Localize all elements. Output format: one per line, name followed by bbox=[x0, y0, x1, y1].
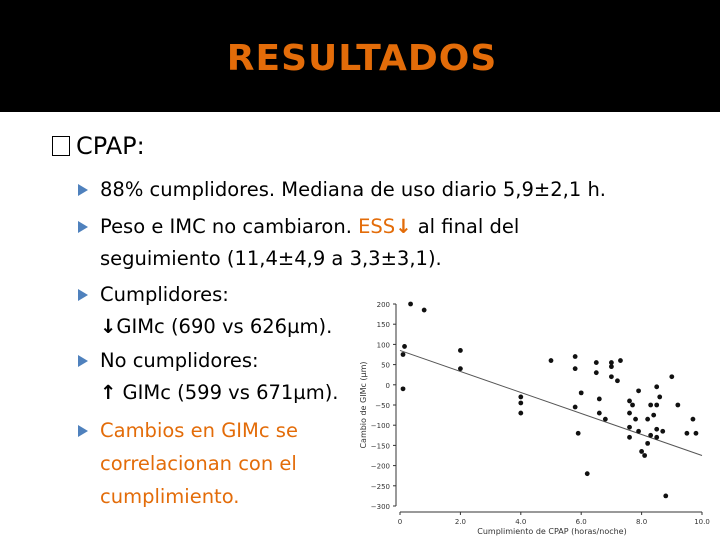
slide-title: RESULTADOS bbox=[226, 38, 498, 79]
data-point bbox=[645, 441, 650, 446]
bullet-triangle-icon bbox=[78, 221, 88, 233]
arrow-down-icon: ↓ bbox=[100, 315, 117, 338]
data-point bbox=[657, 395, 662, 400]
y-tick-label: −200 bbox=[370, 462, 390, 471]
bullet-3: Cumplidores: bbox=[100, 282, 229, 308]
bullet-2-line-2: seguimiento (11,4±4,9 a 3,3±3,1). bbox=[100, 247, 442, 270]
y-tick-label: 0 bbox=[385, 381, 390, 390]
bullet-triangle-icon bbox=[78, 355, 88, 367]
x-tick-label: 10.0 bbox=[694, 518, 710, 526]
data-point bbox=[422, 308, 427, 313]
data-point bbox=[648, 403, 653, 408]
data-point bbox=[691, 417, 696, 422]
y-tick-label: 150 bbox=[376, 321, 390, 330]
x-tick-label: 6.0 bbox=[575, 518, 587, 526]
bullet-triangle-icon bbox=[78, 425, 88, 437]
data-point bbox=[639, 449, 644, 454]
bullet-2: Peso e IMC no cambiaron. ESS↓ al final del bbox=[100, 214, 519, 240]
data-point bbox=[573, 354, 578, 359]
data-point bbox=[660, 429, 665, 434]
data-point bbox=[594, 370, 599, 375]
arrow-down-icon: ↓ bbox=[395, 215, 412, 238]
data-point bbox=[685, 431, 690, 436]
x-tick-label: 0 bbox=[397, 518, 403, 526]
data-point bbox=[694, 431, 699, 436]
data-point bbox=[618, 358, 623, 363]
data-point bbox=[401, 352, 406, 357]
data-point bbox=[663, 494, 668, 499]
data-point bbox=[645, 417, 650, 422]
data-point bbox=[669, 374, 674, 379]
scatter-chart bbox=[352, 296, 718, 540]
data-point bbox=[615, 378, 620, 383]
bullet-5-line-3: cumplimiento. bbox=[100, 485, 240, 508]
data-point bbox=[627, 399, 632, 404]
data-point bbox=[518, 401, 523, 406]
bullet-4: No cumplidores: bbox=[100, 348, 259, 374]
y-tick-label: −150 bbox=[370, 442, 390, 451]
main-bullet bbox=[52, 132, 145, 160]
bullet-triangle-icon bbox=[78, 289, 88, 301]
data-point bbox=[654, 427, 659, 432]
y-tick-label: −50 bbox=[375, 402, 390, 410]
data-point bbox=[654, 403, 659, 408]
data-point bbox=[518, 395, 523, 400]
data-point bbox=[630, 403, 635, 408]
data-point bbox=[648, 433, 653, 438]
data-point bbox=[458, 366, 463, 371]
arrow-up-icon: ↑ bbox=[100, 381, 117, 404]
data-point bbox=[573, 366, 578, 371]
data-point bbox=[627, 425, 632, 430]
data-point bbox=[636, 429, 641, 434]
x-axis-label: Cumplimiento de CPAP (horas/noche) bbox=[477, 527, 627, 536]
data-point bbox=[549, 358, 554, 363]
y-tick-label: 50 bbox=[381, 361, 390, 370]
bullet-triangle-icon bbox=[78, 184, 88, 196]
data-point bbox=[594, 360, 599, 365]
checkbox-icon bbox=[52, 136, 70, 156]
data-point bbox=[627, 435, 632, 440]
data-point bbox=[675, 403, 680, 408]
bullet-4-line-2: ↑ GIMc (599 vs 671µm). bbox=[100, 381, 339, 404]
data-point bbox=[576, 431, 581, 436]
data-point bbox=[633, 417, 638, 422]
x-tick-label: 4.0 bbox=[515, 518, 527, 526]
bullet-5-line-2: correlacionan con el bbox=[100, 452, 297, 475]
main-bullet-label: CPAP: bbox=[76, 132, 145, 160]
data-point bbox=[573, 405, 578, 410]
data-point bbox=[636, 388, 641, 393]
ess-label: ESS bbox=[358, 215, 396, 238]
data-point bbox=[654, 384, 659, 389]
data-point bbox=[458, 348, 463, 353]
data-point bbox=[597, 411, 602, 416]
data-point bbox=[651, 413, 656, 418]
x-tick-label: 8.0 bbox=[636, 518, 648, 526]
bullet-3-line-2: ↓GIMc (690 vs 626µm). bbox=[100, 315, 333, 338]
y-axis-label: Cambio de GIMc (µm) bbox=[359, 361, 368, 449]
data-point bbox=[603, 417, 608, 422]
data-point bbox=[401, 386, 406, 391]
data-point bbox=[609, 360, 614, 365]
data-point bbox=[609, 374, 614, 379]
bullet-1: 88% cumplidores. Mediana de uso diario 5,9±2,1 h. bbox=[100, 177, 606, 203]
y-tick-label: −100 bbox=[370, 422, 390, 431]
data-point bbox=[402, 344, 407, 349]
y-tick-label: −300 bbox=[370, 503, 390, 511]
x-tick-label: 2.0 bbox=[454, 518, 466, 526]
y-tick-label: −250 bbox=[370, 482, 390, 491]
data-point bbox=[585, 471, 590, 476]
data-point bbox=[518, 411, 523, 416]
y-tick-label: 200 bbox=[376, 301, 390, 309]
data-point bbox=[627, 411, 632, 416]
data-point bbox=[408, 302, 413, 307]
data-point bbox=[579, 390, 584, 395]
data-point bbox=[642, 453, 647, 458]
y-tick-label: 100 bbox=[376, 341, 390, 350]
bullet-5: Cambios en GIMc se bbox=[100, 418, 298, 444]
data-point bbox=[654, 435, 659, 440]
data-point bbox=[597, 397, 602, 402]
